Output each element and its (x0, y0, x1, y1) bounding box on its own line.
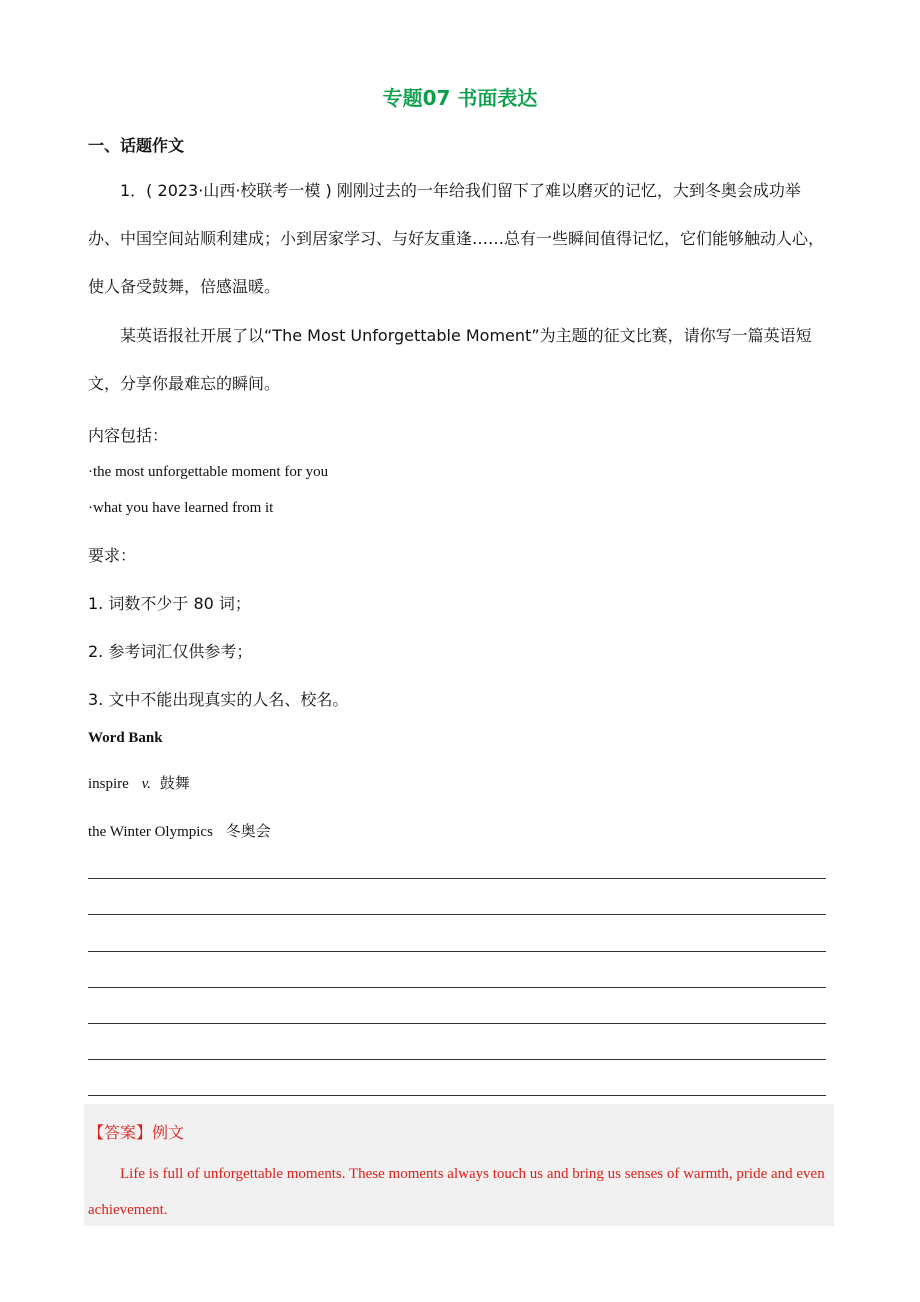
writing-line[interactable] (88, 1059, 826, 1060)
section-heading: 一、话题作文 (88, 136, 185, 155)
word-bank-meaning: 鼓舞 (159, 774, 190, 792)
answer-text: Life is full of unforgettable moments. These moments always touch us and bring us senses of warmth, pride and even achievement. (88, 1166, 825, 1218)
word-bank-word: inspire (88, 776, 129, 792)
word-bank-pos: v. (141, 776, 151, 792)
writing-line[interactable] (88, 914, 826, 915)
requirement-3: 3. 文中不能出现真实的人名、校名。 (88, 690, 349, 709)
requirement-2: 2. 参考词汇仅供参考； (88, 642, 253, 661)
content-item-1: ·the most unforgettable moment for you (88, 464, 329, 480)
page-title: 专题07 书面表达 (382, 86, 538, 110)
writing-line[interactable] (88, 951, 826, 952)
word-bank-entry (88, 820, 271, 841)
word-bank-heading: Word Bank (88, 730, 163, 746)
question-paragraph-2: 某英语报社开展了以“The Most Unforgettable Moment”为主题的征文比赛，请你写一篇英语短文，分享你最难忘的瞬间。 (88, 326, 812, 393)
answer-label: 【答案】例文 (88, 1123, 185, 1142)
writing-line[interactable] (88, 1023, 826, 1024)
word-bank-entry (88, 772, 190, 793)
requirements-label: 要求： (88, 546, 137, 565)
requirement-1: 1. 词数不少于 80 词； (88, 594, 251, 613)
writing-line[interactable] (88, 1095, 826, 1096)
word-bank-word: the Winter Olympics (88, 824, 213, 840)
writing-line[interactable] (88, 987, 826, 988)
word-bank-meaning: 冬奥会 (225, 822, 271, 840)
content-label: 内容包括： (88, 426, 169, 445)
writing-line[interactable] (88, 878, 826, 879)
question-paragraph-1: 1．( 2023·山西·校联考一模 ) 刚刚过去的一年给我们留下了难以磨灭的记忆，大到冬奥会成功举办、中国空间站顺利建成；小到居家学习、与好友重逢……总有一些瞬间值得记忆，它们能够触动人心，使人备受鼓舞，倍感温暖。 (88, 181, 825, 296)
content-item-2: ·what you have learned from it (88, 500, 274, 516)
